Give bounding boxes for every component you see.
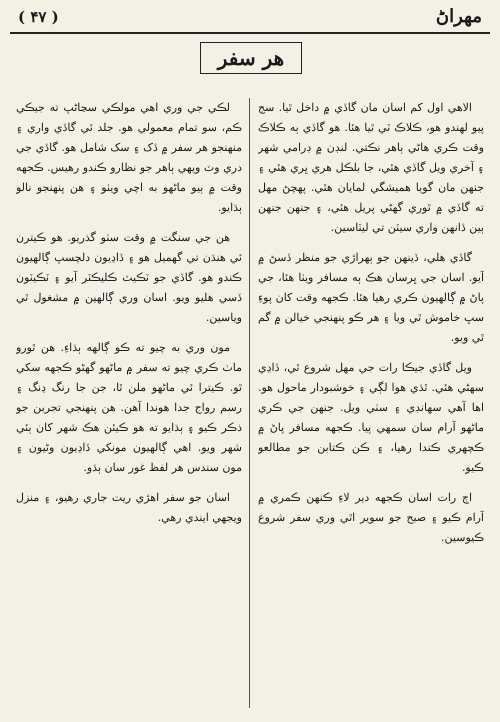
paragraph: الاهي اول کم اسان مان گاڏي ۾ داخل ٿيا. سج پيو لهندو هو، ڪلاڪ ٽي ٿيا هئا. هو گاڏي ٻه ڪلاڪ وقت ڪري هاڻي ٻاهر نڪتي. لنڊن ۾ ڊرامي شهر ۽ آخري ويل گاڏي هئي، جا بلڪل هري ڀري هئي ۽ جنهن مان گويا هميشگي لمايان هئي. پهچڻ مهل ته گاڏي ۾ ٿوري گهڻي پريل هئي، ۽ جنهن جنهن ٻين ڏانهن واري سيٽن تي ليٽاسين. [258, 101, 484, 234]
paragraph: هن جي سنگت ۾ وقت سٺو گذريو. هو ڪيترن ئي هنڌن تي گهميل هو ۽ ڏاڍيون دلچسپ ڳالهيون ڪندو هو. گاڏي جو ٽڪيٽ ڪليڪٽر آيو ۽ ٽڪيٽون ڏسي هليو ويو. اسان وري ڳالهين ۾ مشغول ٿي وياسين. [16, 231, 242, 324]
text-column-left [16, 98, 242, 710]
column-divider [249, 98, 250, 708]
paragraph: لڪي جي وري اهي مولڪي سڃاڻپ ته جيڪي ڪم، سو تمام معمولي هو. جلد ئي گاڏي واري ۽ منهنجو هر سفر ۾ ڏک ۽ سک شامل هو. گاڏي جي دري وٽ ويهي ٻاهر جو نظارو ڪندو رهيس. ڪجهه وقت ۾ ٻيو ماڻهو به اچي ويٺو ۽ هن پنهنجو نالو ٻڌايو. [16, 101, 242, 214]
page-number: ( ۴۷ ) [18, 8, 59, 26]
article-title: هر سفر [217, 46, 285, 70]
paragraph: اسان جو سفر اهڙي ريت جاري رهيو، ۽ منزل ويجهي ايندي رهي. [16, 491, 242, 524]
page-header [10, 6, 490, 34]
page [10, 6, 490, 716]
paragraph: اڄ رات اسان ڪجهه دير لاءِ ڪنهن ڪمري ۾ آرام ڪيو ۽ صبح جو سوير اٿي وري سفر شروع ڪيوسين. [258, 491, 484, 544]
article-title-box [200, 42, 302, 74]
text-column-right [258, 98, 484, 710]
paragraph: ويل گاڏي جيڪا رات جي مهل شروع ٿي، ڏاڍي سهڻي هئي. ٿڌي هوا لڳي ۽ خوشبودار ماحول هو. اها آهي سهانڊي ۽ سٺي ويل. جنهن جي ڪري ماڻهو آرام سان سمهي پيا. ڪجهه مسافر پاڻ ۾ ڪچهري ڪندا رهيا، ۽ ڪن ڪتابن جو مطالعو ڪيو. [258, 361, 484, 474]
journal-title: مهراڻ [435, 6, 482, 27]
paragraph: مون وري به چيو ته ڪو ڳالهه ٻڌاءِ. هن ٿورو ماٺ ڪري چيو ته سفر ۾ ماڻهو گهڻو ڪجهه سکي ٿو. ڪيترا ئي ماڻهو ملن ٿا، جن جا رنگ ڍنگ ۽ رسم رواج جدا هوندا آهن. هن پنهنجي تجربن جو ذڪر ڪيو ۽ ٻڌايو ته هو ڪيئن هڪ شهر کان ٻئي شهر ويو. اهي ڳالهيون مونکي ڏاڍيون وڻيون ۽ مون سندس هر لفظ غور سان ٻڌو. [16, 341, 242, 474]
paragraph: گاڏي هلي، ڏينهن جو ٻهراڙي جو منظر ڏسڻ ۾ آيو. اسان جي ڀرسان هڪ ٻه مسافر ويٺا هئا، جي پاڻ ۾ ڳالهيون ڪري رهيا هئا. ڪجهه وقت کان پوءِ سڀ خاموش ٿي ويا ۽ هر ڪو پنهنجي خيالن ۾ گم ٿي ويو. [258, 251, 484, 344]
